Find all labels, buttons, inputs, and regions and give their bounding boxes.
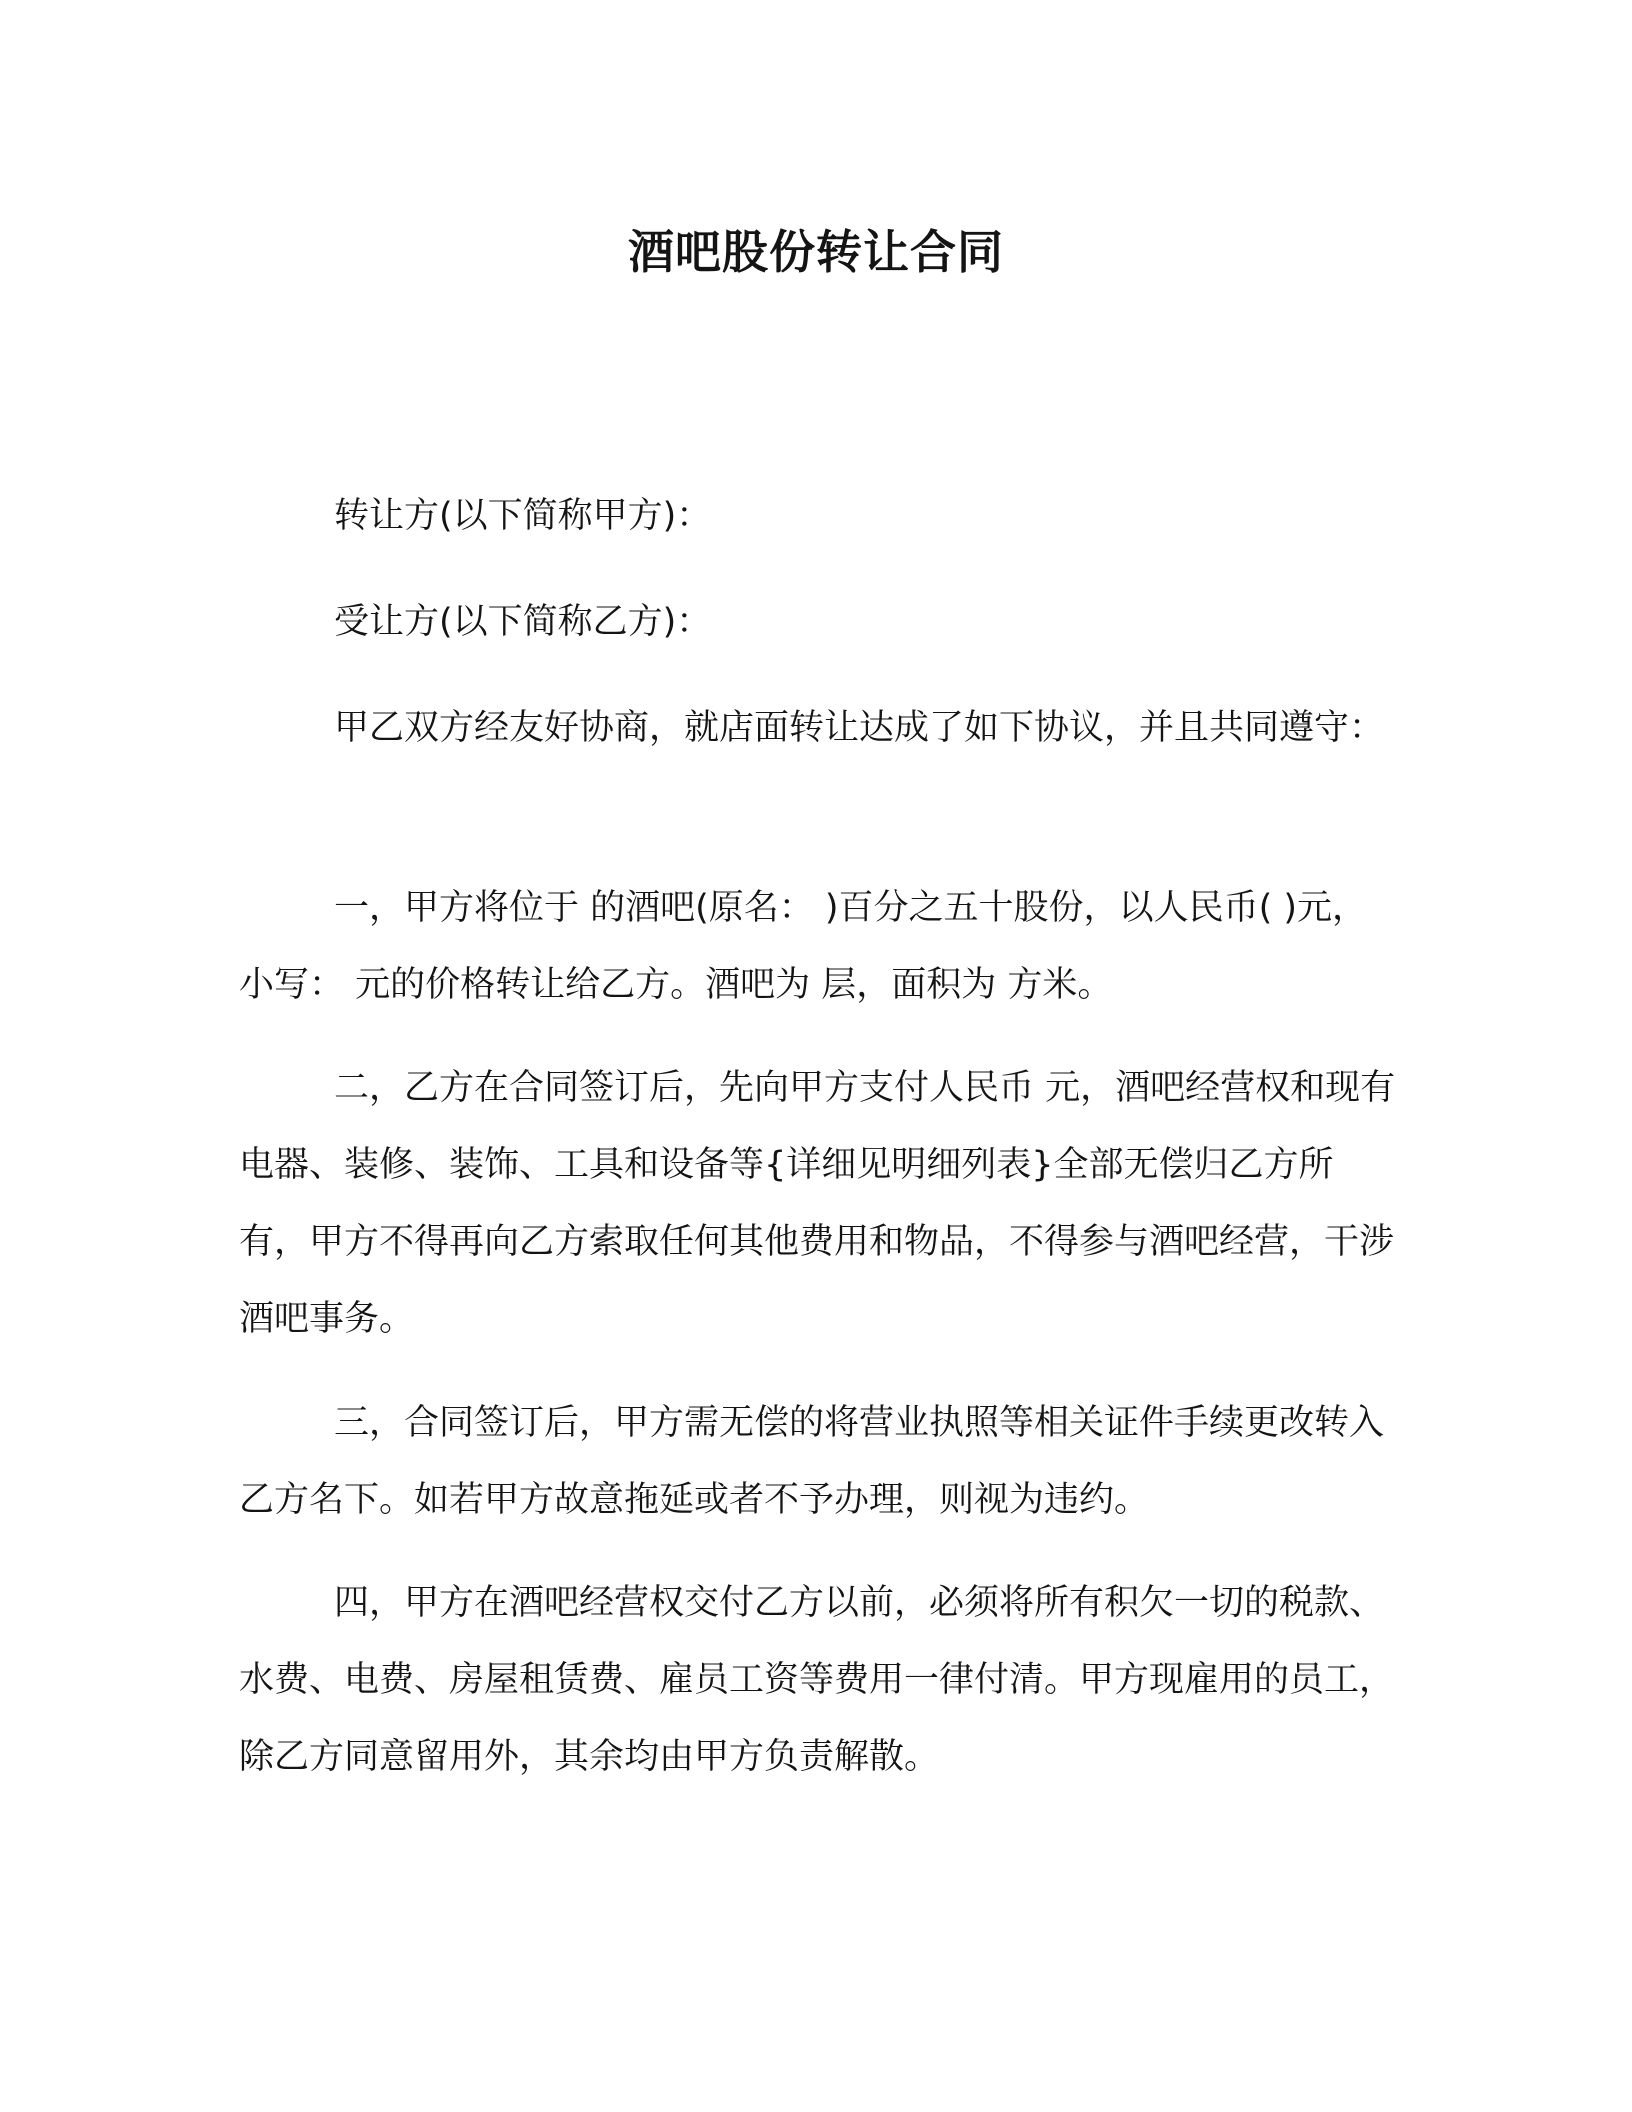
paragraph-clause-4: 四，甲方在酒吧经营权交付乙方以前，必须将所有积欠一切的税款、水费、电费、房屋租赁费、雇员工资等费用一律付清。甲方现雇用的员工，除乙方同意留用外，其余均由甲方负责解散。	[239, 1583, 1395, 1777]
paragraph-transferor: 转让方(以下简称甲方)：	[334, 496, 712, 536]
paragraph-clause-3: 三，合同签订后，甲方需无偿的将营业执照等相关证件手续更改转入乙方名下。如若甲方故意拖延或者不予办理，则视为违约。	[239, 1403, 1385, 1520]
paragraph-transferee: 受让方(以下简称乙方)：	[334, 602, 712, 642]
paragraph-clause-1: 一，甲方将位于 的酒吧(原名： )百分之五十股份，以人民币( )元，小写： 元的价格转让给乙方。酒吧为 层，面积为 方米。	[239, 888, 1367, 1005]
paragraph-clause-2: 二，乙方在合同签订后，先向甲方支付人民币 元，酒吧经营权和现有电器、装修、装饰、工具和设备等{详细见明细列表}全部无偿归乙方所有，甲方不得再向乙方索取任何其他费用和物品，不得参与酒吧经营，干涉酒吧事务。	[239, 1068, 1396, 1339]
document-title: 酒吧股份转让合同	[628, 225, 1004, 279]
paragraph-preamble: 甲乙双方经友好协商，就店面转让达成了如下协议，并且共同遵守：	[334, 708, 1385, 748]
